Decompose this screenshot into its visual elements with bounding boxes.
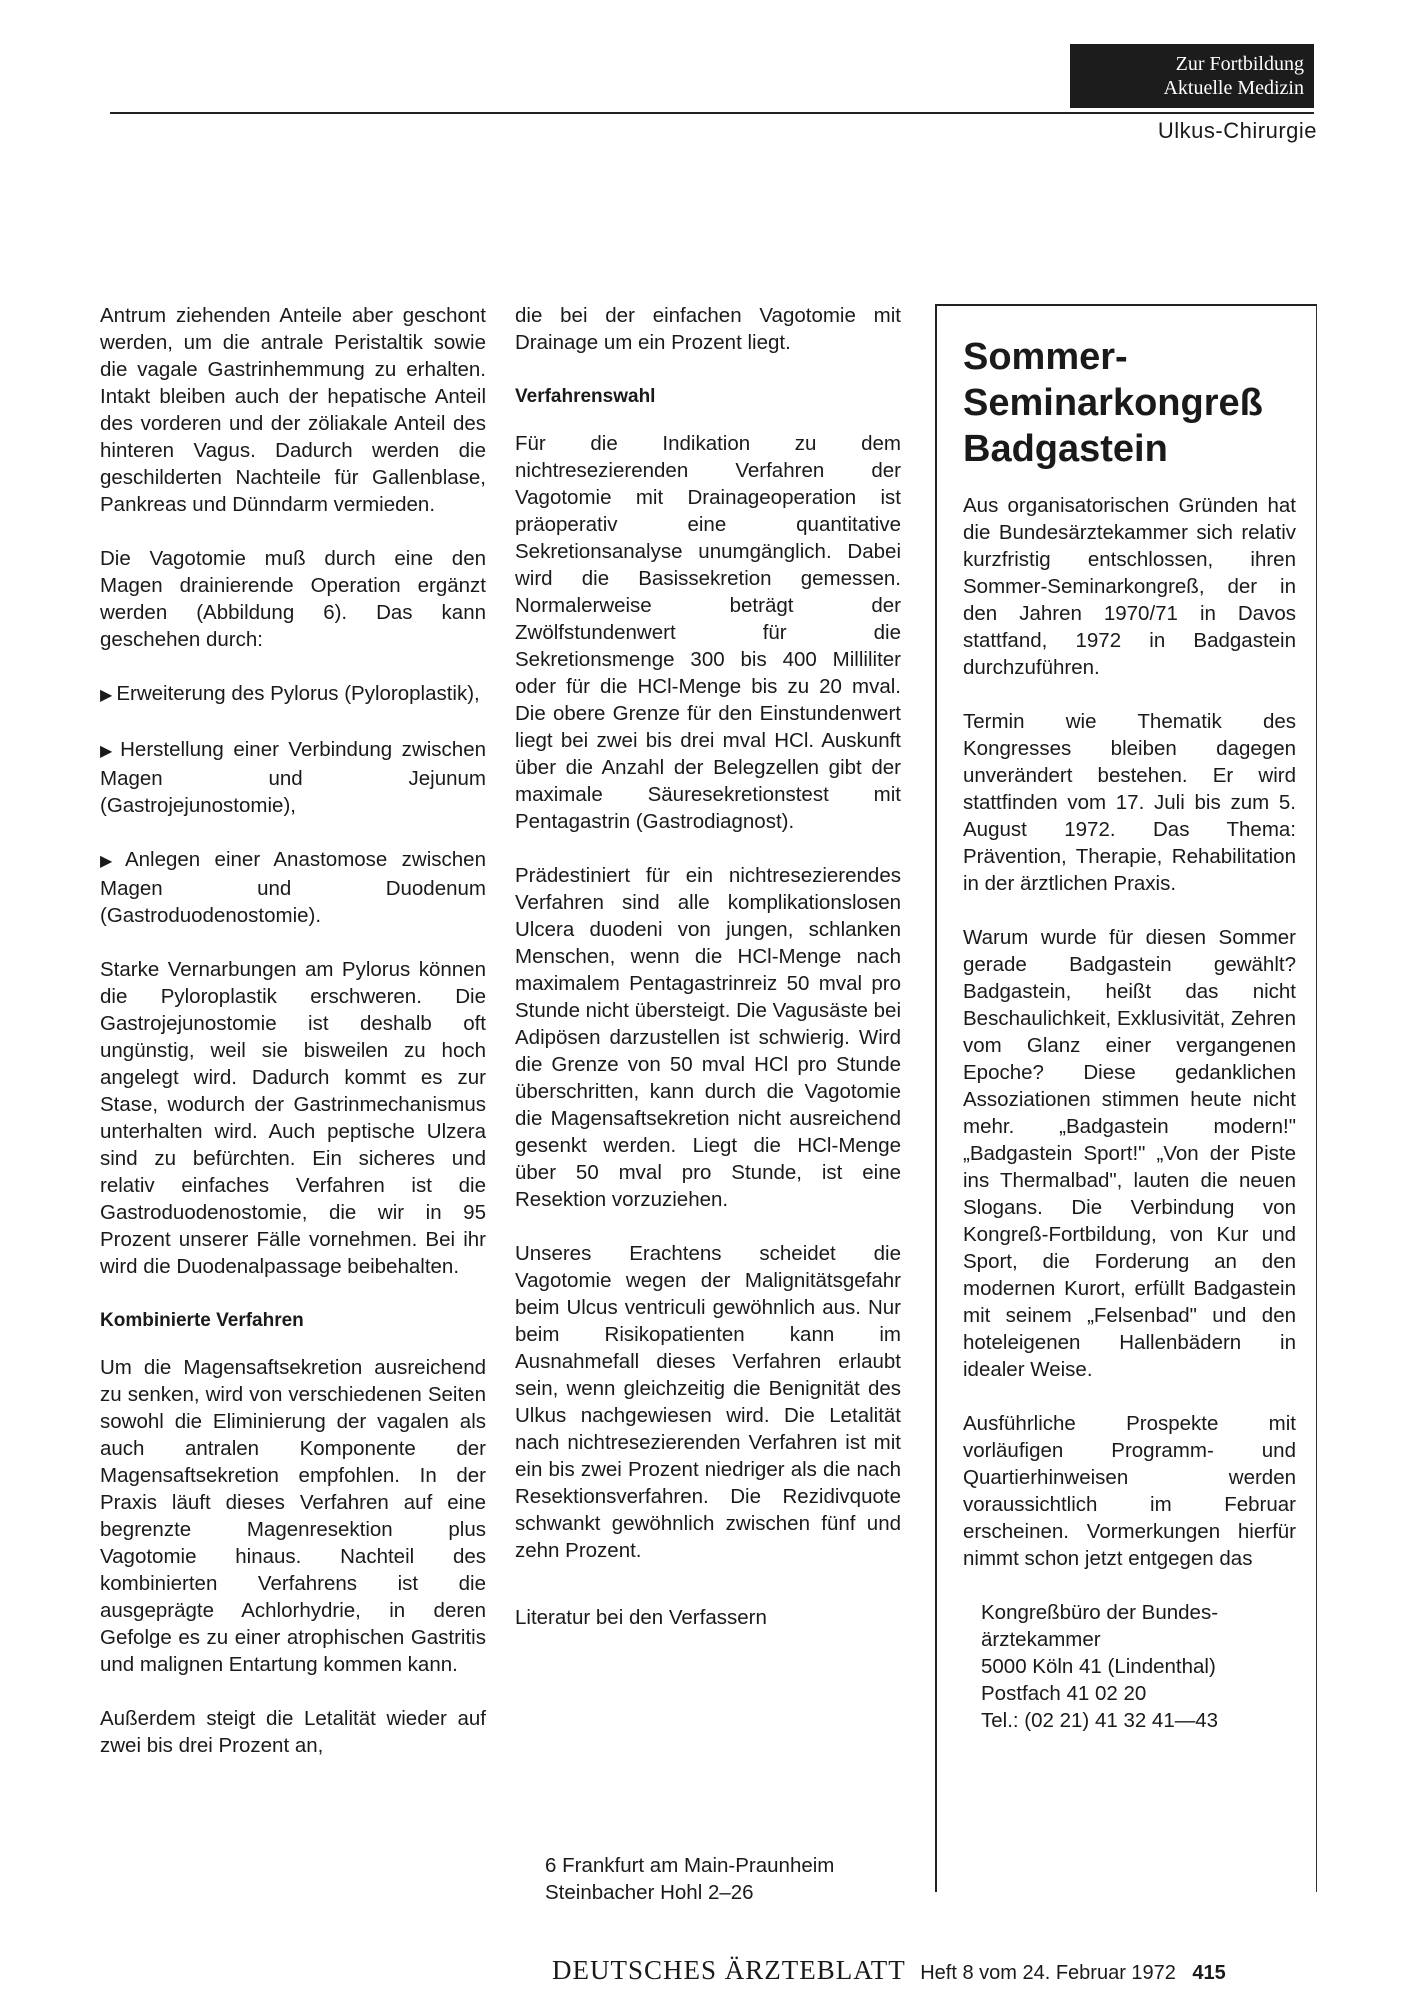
contact-address-line: 5000 Köln 41 (Lindenthal) <box>981 1655 1216 1678</box>
triangle-bullet-icon: ▶ <box>100 853 121 870</box>
paragraph: Prädestiniert für ein nichtresezierendes Verfahren sind alle komplikationslosen Ulcera duodeni von jungen, schlanken Menschen, wenn die HCl-Menge nach maximalem Pentagastrinreiz 50 mval pro Stunde nicht übersteigt. Die Vagusäste bei Adipösen darzustellen ist schwierig. Wird die Grenze von 50 mval HCl pro Stunde überschritten, kann durch die Vagotomie die Magensaftsekretion nicht ausreichend gesenkt werden. Liegt die HCl-Menge über 50 mval pro Stunde, ist eine Resektion vorzuziehen. <box>515 864 901 1211</box>
bullet-list <box>100 680 486 929</box>
paragraph: Für die Indikation zu dem nichtresezierenden Verfahren der Vagotomie mit Drainageoperation ist präoperativ eine quantitative Sekretionsanalyse unumgänglich. Dabei wird die Basissekretion gemessen. Normalerweise beträgt der Zwölfstundenwert für die Sekretionsmenge 300 bis 400 Milliliter oder für die HCl-Menge bis zu 20 mval. Die obere Grenze für den Einstundenwert liegt bei zwei bis drei mval HCl. Auskunft über die Anzahl der Belegzellen gibt der maximale Säuresekretionstest mit Pentagastrin (Gastrodiagnost). <box>515 432 901 833</box>
bullet-item: ▶ Erweiterung des Pylorus (Pyloroplastik), <box>100 682 480 705</box>
paragraph: die bei der einfachen Vagotomie mit Drainage um ein Prozent liegt. <box>515 304 901 354</box>
bullet-item: ▶ Herstellung einer Verbindung zwischen Magen und Jejunum (Gastrojejunostomie), <box>100 738 486 817</box>
paragraph: Um die Magensaftsekretion ausreichend zu senken, wird von verschiedenen Seiten sowohl die Eliminierung der vagalen als auch antralen Komponente der Magensaftsekretion empfohlen. In der Praxis läuft dieses Verfahren auf eine begrenzte Magenresektion plus Vagotomie hinaus. Nachteil des kombinierten Verfahrens ist die ausgeprägte Achlorhydrie, in deren Gefolge es zu einer atrophischen Gastritis und malignen Entartung kommen kann. <box>100 1356 486 1676</box>
contact-address-line: Postfach 41 02 20 <box>981 1682 1147 1705</box>
header-badge-line1: Zur Fortbildung <box>1175 53 1304 75</box>
issue-info: Heft 8 vom 24. Februar 1972 <box>920 1962 1176 1984</box>
announcement-box <box>935 304 1317 1892</box>
column-left <box>100 302 486 1786</box>
header-rule <box>110 112 1314 114</box>
triangle-bullet-icon: ▶ <box>100 687 113 704</box>
paragraph: Warum wurde für diesen Sommer gerade Badgastein gewählt? Badgastein, heißt das nicht Beschaulichkeit, Exklusivität, Zehren vom Glanz einer vergangenen Epoche? Diese gedanklichen Assoziationen stimmen heute nicht mehr. „Badgastein modern!" „Badgastein Sport!" „Von der Piste ins Thermalbad", lauten die neuen Slogans. Die Verbindung von Kongreß-Fortbildung, von Kur und Sport, die Forderung an den modernen Kurort, erfüllt Badgastein mit seinem „Felsenbad" und den hoteleigenen Hallenbädern in idealer Weise. <box>963 926 1296 1381</box>
paragraph: Unseres Erachtens scheidet die Vagotomie wegen der Malignitätsgefahr beim Ulcus ventriculi gewöhnlich aus. Nur beim Risikopatienten kann im Ausnahmefall dieses Verfahren erlaubt sein, wenn gleichzeitig die Benignität des Ulkus nachgewiesen wird. Die Letalität nach nichtresezierenden Verfahren ist mit ein bis zwei Prozent niedriger als die nach Resektionsverfahren. Die Rezidivquote schwankt gewöhnlich zwischen fünf und zehn Prozent. <box>515 1242 901 1562</box>
paragraph: Die Vagotomie muß durch eine den Magen drainierende Operation ergänzt werden (Abbildung 6). Das kann geschehen durch: <box>100 547 486 651</box>
journal-name: DEUTSCHES ÄRZTEBLATT <box>552 1955 906 1985</box>
page-footer <box>552 1955 1226 1986</box>
section-heading: Verfahrenswahl <box>515 386 656 407</box>
column-middle <box>515 302 901 1658</box>
author-address-line: Steinbacher Hohl 2–26 <box>545 1881 754 1904</box>
section-label: Ulkus-Chirurgie <box>1157 118 1317 143</box>
contact-address-line: Kongreßbüro der Bundes- <box>981 1601 1219 1624</box>
literature-note: Literatur bei den Verfassern <box>515 1606 767 1629</box>
paragraph: Termin wie Thematik des Kongresses bleiben dagegen unverändert bestehen. Er wird stattfinden vom 17. Juli bis zum 5. August 1972. Das Thema: Prävention, Therapie, Rehabilitation in der ärztlichen Praxis. <box>963 710 1296 895</box>
announcement-title: Sommer- Seminarkongreß Badgastein <box>963 336 1263 470</box>
header-badge-line2: Aktuelle Medizin <box>1163 77 1304 99</box>
contact-address-line: Tel.: (02 21) 41 32 41—43 <box>981 1709 1219 1732</box>
author-address <box>545 1852 834 1906</box>
author-address-line: 6 Frankfurt am Main-Praunheim <box>545 1854 835 1877</box>
section-heading: Kombinierte Verfahren <box>100 1310 304 1331</box>
header-badge <box>1070 44 1314 108</box>
triangle-bullet-icon: ▶ <box>100 743 117 760</box>
paragraph: Ausführliche Prospekte mit vorläufigen Programm- und Quartierhinweisen werden voraussichtlich im Februar erscheinen. Vormerkungen hierfür nimmt schon jetzt entgegen das <box>963 1412 1296 1570</box>
page-number: 415 <box>1192 1962 1226 1984</box>
bullet-item: ▶ Anlegen einer Anastomose zwischen Magen und Duodenum (Gastroduodenostomie). <box>100 848 486 927</box>
paragraph: Außerdem steigt die Letalität wieder auf zwei bis drei Prozent an, <box>100 1707 486 1757</box>
paragraph: Aus organisatorischen Gründen hat die Bundesärztekammer sich relativ kurzfristig entschlossen, ihren Sommer-Seminarkongreß, der in den Jahren 1970/71 in Davos stattfand, 1972 in Badgastein durchzuführen. <box>963 494 1296 679</box>
contact-address-line: ärztekammer <box>981 1628 1101 1651</box>
paragraph: Starke Vernarbungen am Pylorus können die Pyloroplastik erschweren. Die Gastrojejunostomie ist deshalb oft ungünstig, weil sie bisweilen zu hoch angelegt wird. Dadurch kommt es zur Stase, wodurch der Gastrinmechanismus unterhalten wird. Auch peptische Ulzera sind zu befürchten. Ein sicheres und relativ einfaches Verfahren ist die Gastroduodenostomie, die wir in 95 Prozent unserer Fälle vornehmen. Bei ihr wird die Duodenalpassage beibehalten. <box>100 958 486 1278</box>
contact-address <box>981 1599 1296 1734</box>
paragraph: Antrum ziehenden Anteile aber geschont werden, um die antrale Peristaltik sowie die vagale Gastrinhemmung zu erhalten. Intakt bleiben auch der hepatische Anteil des vorderen und der zöliakale Anteil des hinteren Vagus. Dadurch werden die geschilderten Nachteile für Gallenblase, Pankreas und Dünndarm vermieden. <box>100 304 486 516</box>
